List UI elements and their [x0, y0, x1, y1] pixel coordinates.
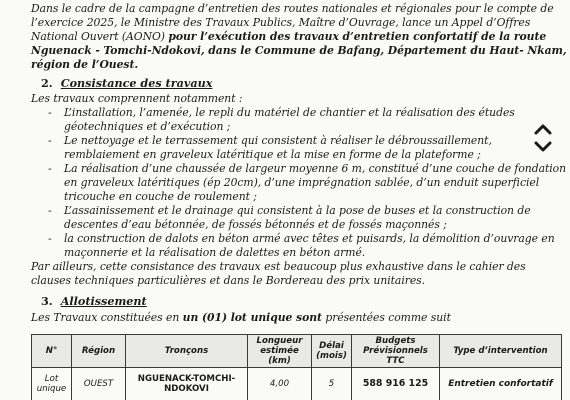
- section-3-number: 3.: [41, 294, 53, 308]
- section-2-number: 2.: [41, 76, 53, 90]
- section-3-lead: [31, 311, 451, 325]
- intro-line-1: Dans le cadre de la campagne d’entretien des routes nationales et régionales pour le compte de: [31, 2, 554, 15]
- table-row: [32, 368, 562, 400]
- bullet-dash: -: [48, 162, 52, 175]
- cell-region: OUEST: [72, 368, 126, 400]
- item-3-line-3: tricouche en couche de roulement ;: [64, 190, 257, 203]
- item-1-line-1: L’installation, l’amenée, le repli du matériel de chantier et la réalisation des études: [64, 106, 515, 119]
- intro-line-2: l’exercice 2025, le Ministre des Travaux Publics, Maître d’Ouvrage, lance un Appel d’Offres: [31, 16, 531, 29]
- cell-num: Lot unique: [32, 368, 72, 400]
- intro-line-3-normal: National Ouvert (AONO): [31, 30, 169, 43]
- intro-line-4: Nguenack - Tomchi-Ndokovi, dans le Commune de Bafang, Département du Haut- Nkam,: [31, 44, 567, 57]
- item-4-line-1: L’assainissement et le drainage qui consistent à la pose de buses et la construction de: [64, 204, 531, 217]
- section-2-lead: Les travaux comprennent notamment :: [31, 92, 243, 105]
- bullet-dash: -: [48, 134, 52, 147]
- intro-line-3: [31, 30, 546, 44]
- header-delai: Délai (mois): [312, 335, 352, 368]
- item-2-line-2: remblaiement en graveleux latéritique et la mise en forme de la plateforme ;: [64, 148, 481, 161]
- cell-budget: 588 916 125: [352, 368, 440, 400]
- item-2-line-1: Le nettoyage et le terrassement qui consistent à réaliser le débroussaillement,: [64, 134, 492, 147]
- up-down-chevron-icon[interactable]: [532, 118, 554, 158]
- item-4-line-2: descentes d’eau bétonnée, de fossés bétonnés et de fossés maçonnés ;: [64, 218, 447, 231]
- table-header-row: [32, 335, 562, 368]
- bullet-dash: -: [48, 106, 52, 119]
- header-num: N°: [32, 335, 72, 368]
- cell-type: Entretien confortatif: [440, 368, 562, 400]
- section-3-lead-a: Les Travaux constituées en: [31, 311, 183, 324]
- cell-longueur: 4,00: [248, 368, 312, 400]
- intro-line-3-bold: pour l’exécution des travaux d’entretien confortatif de la route: [168, 30, 547, 43]
- header-budgets: Budgets Prévisionnels TTC: [352, 335, 440, 368]
- section-2-heading: [41, 76, 212, 90]
- section-3-title: Allotissement: [60, 294, 147, 308]
- item-3-line-2: en graveleux latéritiques (ép 20cm), d’une imprégnation sablée, d’un enduit superficiel: [64, 176, 540, 189]
- item-1-line-2: géotechniques et d’exécution ;: [64, 120, 231, 133]
- intro-line-5: région de l’Ouest.: [31, 58, 139, 71]
- closing-line-2: clauses techniques particulières et dans le Bordereau des prix unitaires.: [31, 274, 426, 287]
- item-5-line-1: la construction de dalots en béton armé avec têtes et puisards, la démolition d’ouvrage en: [64, 232, 555, 245]
- item-5-line-2: maçonnerie et la réalisation de dalettes en béton armé.: [64, 246, 366, 259]
- bullet-dash: -: [48, 204, 52, 217]
- section-3-lead-b: un (01) lot unique sont: [182, 311, 322, 324]
- bullet-dash: -: [48, 232, 52, 245]
- header-longueur: Longueur estimée (km): [248, 335, 312, 368]
- header-region: Région: [72, 335, 126, 368]
- header-type: Type d’intervention: [440, 335, 562, 368]
- section-2-title: Consistance des travaux: [60, 76, 213, 90]
- section-3-lead-c: présentées comme suit: [321, 311, 451, 324]
- cell-troncon: NGUENACK-TOMCHI-NDOKOVI: [126, 368, 248, 400]
- closing-line-1: Par ailleurs, cette consistance des travaux est beaucoup plus exhaustive dans le cahier des: [31, 260, 526, 273]
- cell-delai: 5: [312, 368, 352, 400]
- item-3-line-1: La réalisation d’une chaussée de largeur moyenne 6 m, constitué d’une couche de fondation: [64, 162, 567, 175]
- header-troncons: Tronçons: [126, 335, 248, 368]
- section-3-heading: [41, 294, 147, 308]
- lots-table: [31, 334, 562, 400]
